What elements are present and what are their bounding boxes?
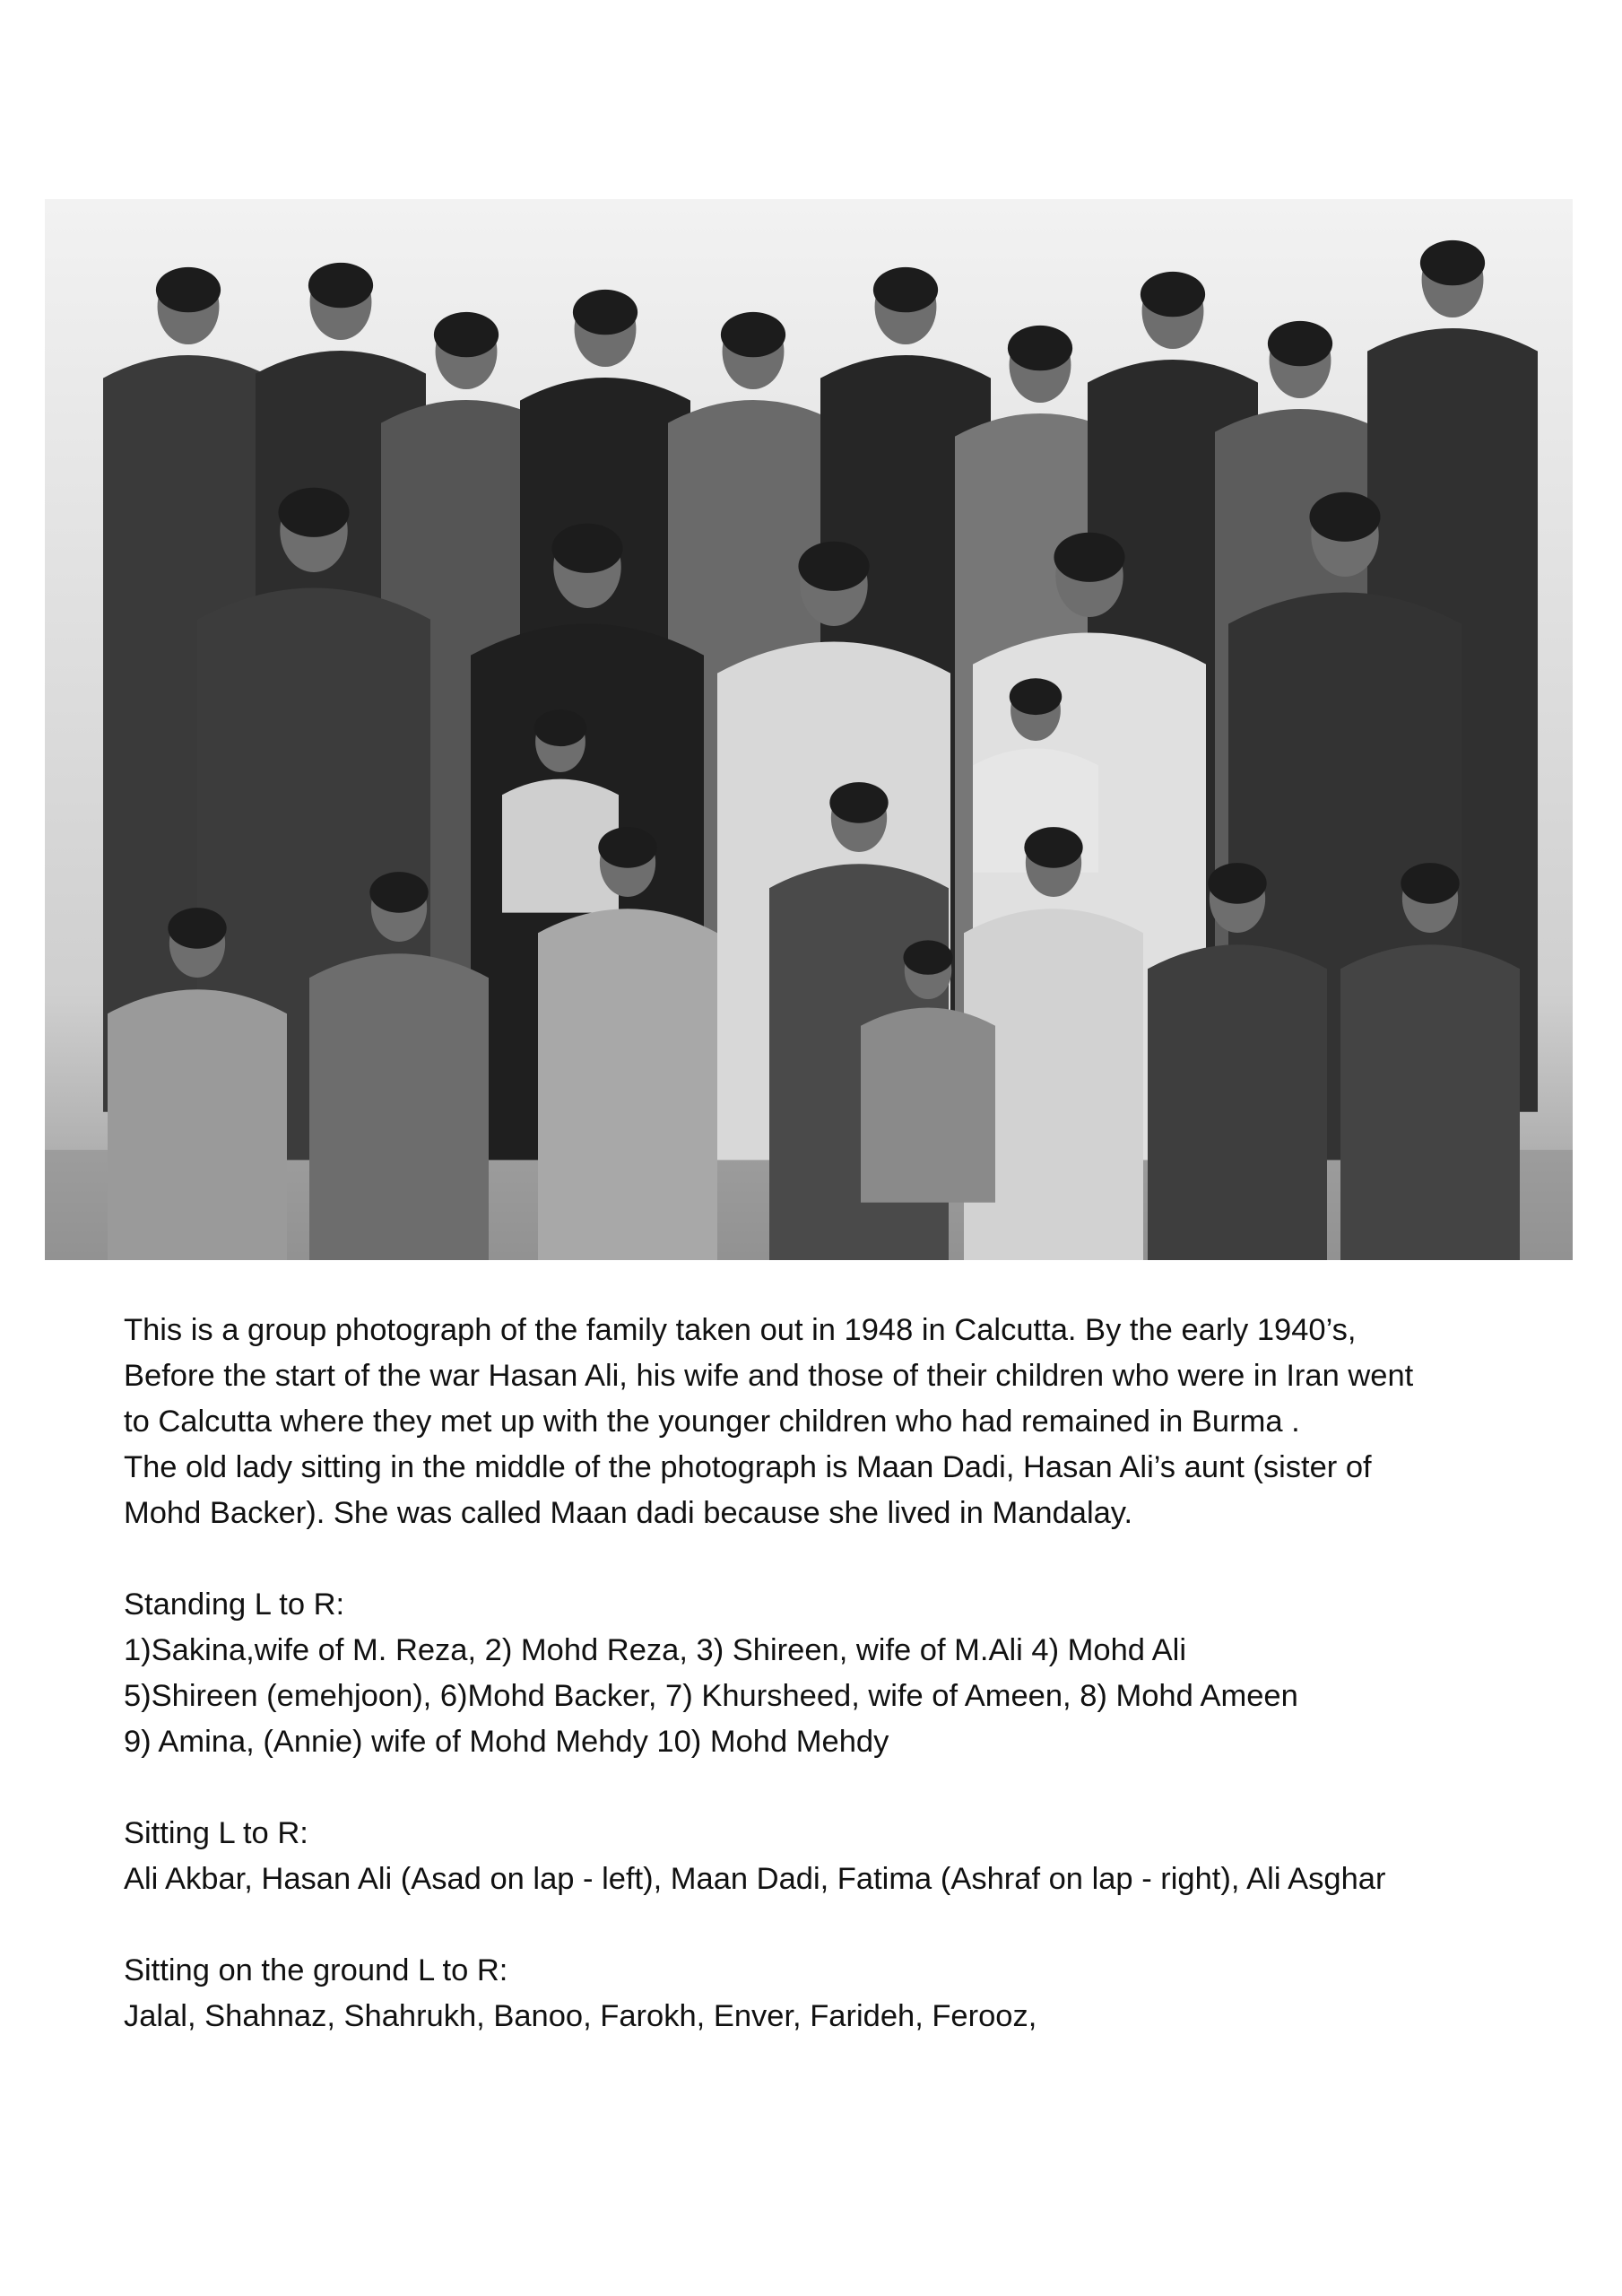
caption-intro-line: Mohd Backer). She was called Maan dadi because she lived in Mandalay. <box>124 1496 1133 1530</box>
standing-heading: Standing L to R: <box>124 1587 345 1622</box>
ground-heading: Sitting on the ground L to R: <box>124 1953 508 1987</box>
caption-intro-line: The old lady sitting in the middle of the photograph is Maan Dadi, Hasan Ali’s aunt (sister of <box>124 1450 1372 1484</box>
caption-intro-line: to Calcutta where they met up with the younger children who had remained in Burma . <box>124 1405 1300 1439</box>
sitting-heading: Sitting L to R: <box>124 1816 308 1850</box>
sitting-names-line: Ali Akbar, Hasan Ali (Asad on lap - left), Maan Dadi, Fatima (Ashraf on lap - right), Ali Asghar <box>124 1862 1386 1896</box>
standing-names-line: 5)Shireen (emehjoon), 6)Mohd Backer, 7) Khursheed, wife of Ameen, 8) Mohd Ameen <box>124 1679 1298 1713</box>
standing-names-line: 9) Amina, (Annie) wife of Mohd Mehdy 10) Mohd Mehdy <box>124 1725 889 1759</box>
standing-names-line: 1)Sakina,wife of M. Reza, 2) Mohd Reza, 3) Shireen, wife of M.Ali 4) Mohd Ali <box>124 1633 1186 1667</box>
family-group-photo <box>45 199 1573 1260</box>
caption-intro-line: This is a group photograph of the family taken out in 1948 in Calcutta. By the early 1940’s, <box>124 1313 1357 1347</box>
ground-names-line: Jalal, Shahnaz, Shahrukh, Banoo, Farokh, Enver, Farideh, Ferooz, <box>124 1999 1037 2033</box>
caption-intro-line: Before the start of the war Hasan Ali, his wife and those of their children who were in Iran went <box>124 1359 1414 1393</box>
photo-caption <box>124 1308 1522 2039</box>
